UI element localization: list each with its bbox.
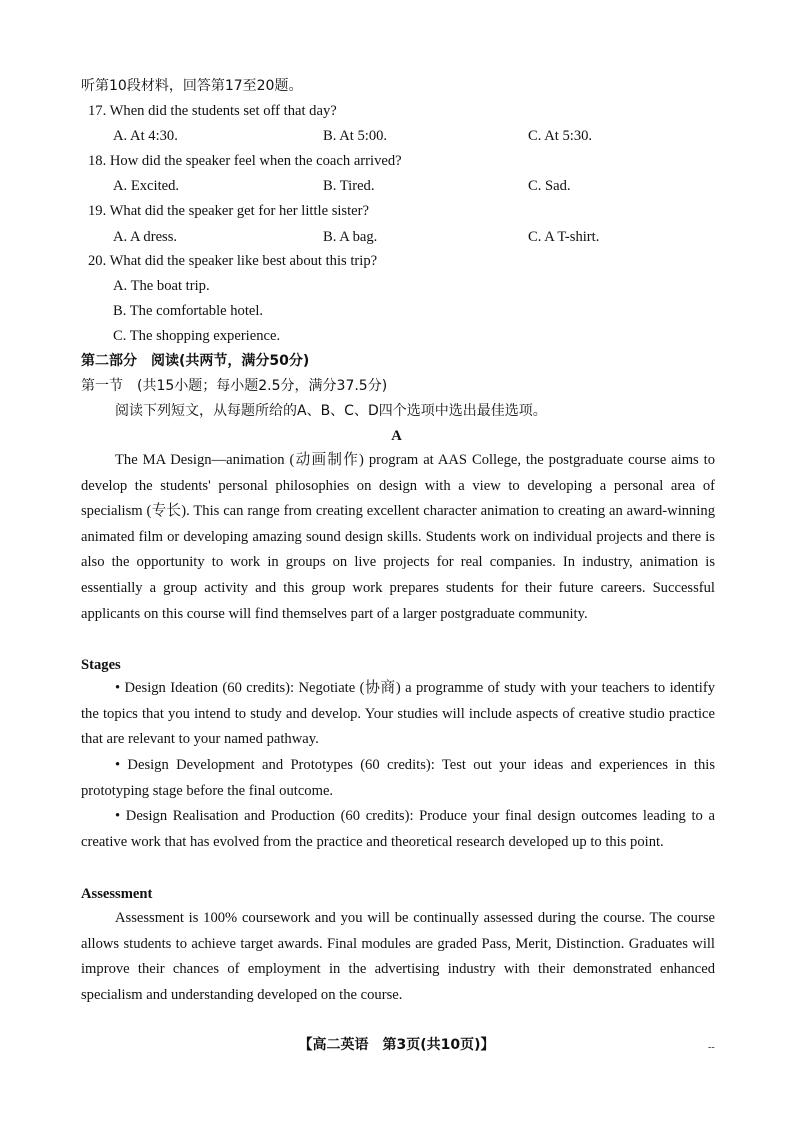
assessment-paragraph: Assessment is 100% coursework and you will be continually assessed during the course. The course allows students to achieve target awards. Final modules are graded Pass, Merit, Distinction. Graduates will improve their chances of employment in the advertising industry with their demonstrated enhanced specialism and understanding developed on the course. [81, 910, 715, 1003]
question-17: 17. When did the students set off that day? [88, 103, 337, 119]
question-18-option-c: C. Sad. [528, 178, 571, 194]
listening-instruction: 听第10段材料，回答第17至20题。 [81, 78, 303, 94]
stages-heading: Stages [81, 657, 121, 673]
assessment-heading: Assessment [81, 886, 153, 902]
question-17-option-b: B. At 5:00. [323, 128, 388, 144]
question-19-option-a: A. A dress. [113, 229, 178, 245]
corner-mark: -- [708, 1042, 715, 1053]
stage-design-realisation: • Design Realisation and Production (60 credits): Produce your final design outcomes leading to a creative work that has evolved from the practice and theoretical research developed up to this point. [81, 808, 715, 850]
reading-instruction: 阅读下列短文，从每题所给的A、B、C、D四个选项中选出最佳选项。 [115, 403, 547, 419]
question-17-option-c: C. At 5:30. [528, 128, 593, 144]
passage-letter: A [391, 428, 402, 444]
question-19-option-c: C. A T-shirt. [528, 229, 600, 245]
question-17-option-a: A. At 4:30. [113, 128, 178, 144]
part-two-title: 第二部分 阅读(共两节，满分50分) [81, 353, 310, 369]
question-18-option-b: B. Tired. [323, 178, 375, 194]
question-20: 20. What did the speaker like best about this trip? [88, 253, 378, 269]
section-one-title: 第一节 (共15小题；每小题2.5分，满分37.5分) [81, 378, 388, 394]
stage-design-ideation: • Design Ideation (60 credits): Negotiate (协商) a programme of study with your teachers to identify the topics that you intend to study and develop. Your studies will include aspects of creative studio practice that are relevant to your named pathway. [81, 680, 715, 748]
question-19-option-b: B. A bag. [323, 229, 378, 245]
question-19: 19. What did the speaker get for her little sister? [88, 203, 369, 219]
stage-design-development: • Design Development and Prototypes (60 credits): Test out your ideas and experiences in this prototyping stage before the final outcome. [81, 757, 715, 799]
question-18-option-a: A. Excited. [113, 178, 180, 194]
question-18: 18. How did the speaker feel when the coach arrived? [88, 153, 402, 169]
question-20-option-b: B. The comfortable hotel. [113, 303, 264, 319]
passage-intro: The MA Design—animation (动画制作) program at AAS College, the postgraduate course aims to develop the students' personal philosophies on design with a view to developing a personal area of specialism (专长). This can range from creating excellent character animation to creating an award-winning animated film or developing amazing sound design skills. Students work on individual projects and there is also the opportunity to work in groups on live projects for real companies. In industry, animation is essentially a group activity and this group work prepares students for their future careers. Successful applicants on this course will find themselves part of a larger postgraduate community. [81, 452, 715, 622]
question-20-option-c: C. The shopping experience. [113, 328, 281, 344]
page-footer: 【高二英语 第3页(共10页)】 [298, 1037, 495, 1053]
question-20-option-a: A. The boat trip. [113, 278, 210, 294]
